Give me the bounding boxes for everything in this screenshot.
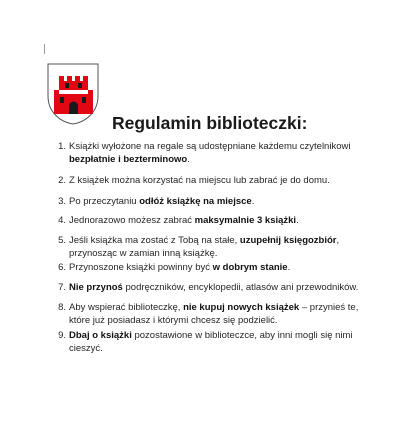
rule-number: 5. bbox=[58, 235, 66, 246]
rule-number: 9. bbox=[58, 330, 66, 341]
rule-number: 8. bbox=[58, 302, 66, 313]
rule-text-part: . bbox=[296, 215, 299, 226]
rule-text bbox=[69, 195, 359, 208]
rule-text-part: . bbox=[187, 154, 190, 165]
rule-number: 2. bbox=[58, 175, 66, 186]
rule-text-bold: maksymalnie 3 książki bbox=[194, 215, 297, 226]
rule-number: 6. bbox=[58, 262, 66, 273]
rule-text-bold: nie kupuj nowych książek bbox=[183, 302, 300, 313]
rule-number: 3. bbox=[58, 196, 66, 207]
rule-text-part: Aby wspierać biblioteczkę, bbox=[69, 302, 184, 313]
rule-text-part: Jeśli książka ma zostać z Tobą na stałe, bbox=[69, 235, 240, 246]
rule-text bbox=[69, 301, 359, 327]
rule-text-part: – przynieś te, które już posiadasz i którymi chcesz się podzielić. bbox=[69, 302, 359, 326]
rule-text-bold: w dobrym stanie bbox=[212, 262, 288, 273]
rule-text-part: pozostawione w biblioteczce, aby inni mogli się nimi cieszyć. bbox=[69, 330, 353, 354]
rule-text-bold: Nie przynoś bbox=[69, 282, 123, 293]
rule-text-part: Po przeczytaniu bbox=[69, 196, 140, 207]
rule-text-part: . bbox=[287, 262, 291, 273]
rule-text-part: , przynosząc w zamian inną książkę. bbox=[69, 235, 340, 259]
rule-text bbox=[69, 281, 359, 294]
rule-text-bold: bezpłatnie i bezterminowo bbox=[69, 154, 188, 165]
rule-text bbox=[69, 234, 359, 260]
rule-text-bold: odłóż książkę na miejsce bbox=[139, 196, 252, 207]
rule-number: 7. bbox=[58, 282, 66, 293]
rule-text-part: Z książek można korzystać na miejscu lub zabrać je do domu. bbox=[69, 175, 330, 186]
rule-text bbox=[69, 261, 359, 274]
rule-text bbox=[69, 214, 359, 227]
rule-text-bold: Dbaj o książki bbox=[69, 330, 132, 341]
page-title: Regulamin biblioteczki: bbox=[112, 113, 308, 133]
rule-text bbox=[69, 174, 359, 187]
rule-text-part: . bbox=[251, 196, 255, 207]
rule-number: 4. bbox=[58, 215, 66, 226]
rule-number: 1. bbox=[58, 141, 66, 152]
rule-text-bold: uzupełnij księgozbiór bbox=[239, 235, 337, 246]
rule-text-part: Książki wyłożone na regale są udostępniane każdemu czytelnikowi bbox=[69, 141, 351, 152]
rule-text bbox=[69, 329, 359, 355]
rule-text-part: Jednorazowo możesz zabrać bbox=[69, 215, 195, 226]
rule-text bbox=[69, 140, 359, 166]
rule-text-part: podręczników, encyklopedii, atlasów ani przewodników. bbox=[122, 282, 359, 293]
rule-text-part: Przynoszone książki powinny być bbox=[69, 262, 213, 273]
